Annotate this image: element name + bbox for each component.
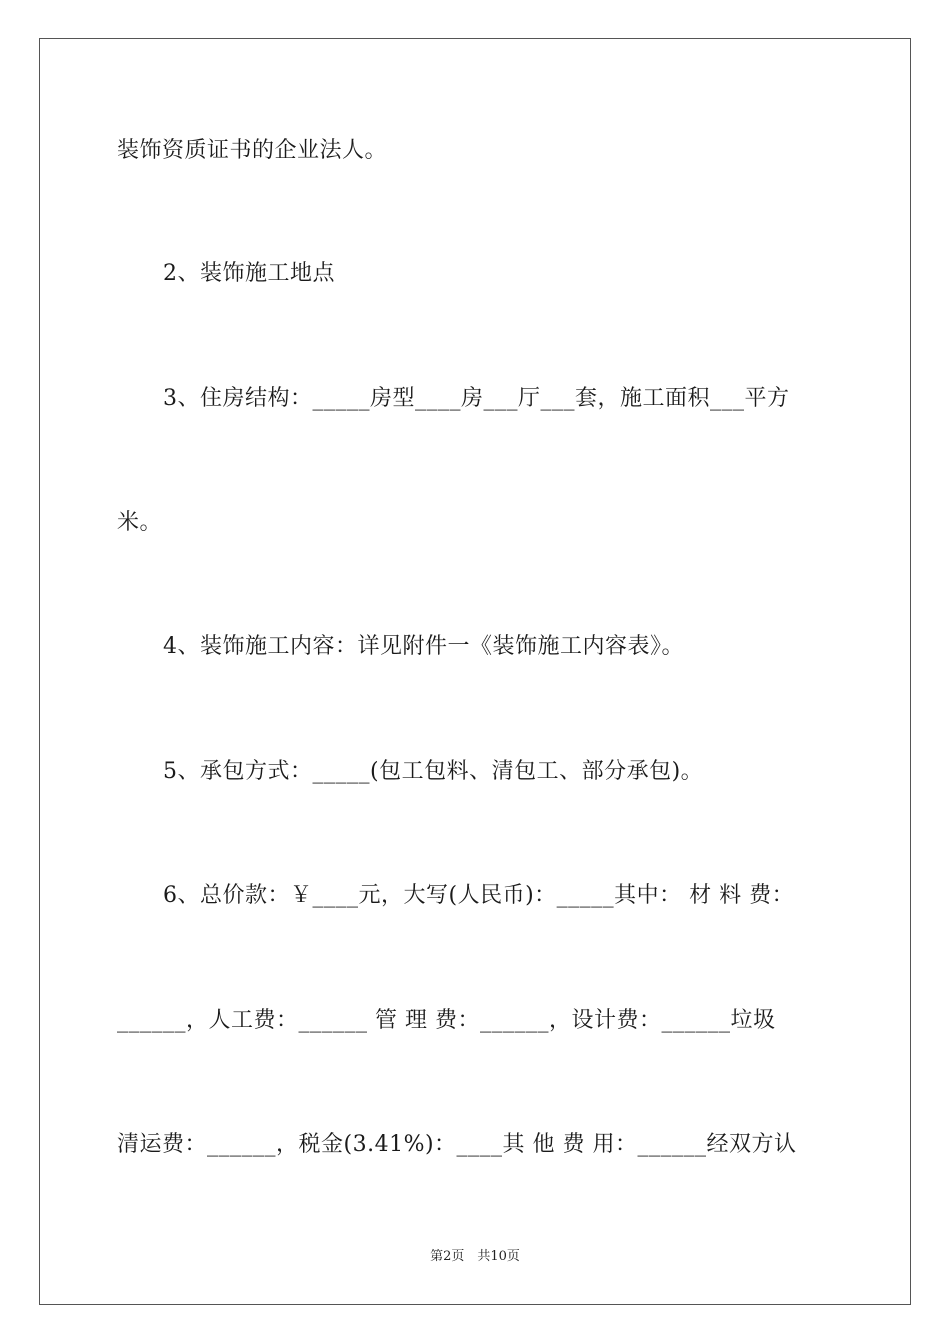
text-line-5: 4、装饰施工内容：详见附件一《装饰施工内容表》。 bbox=[163, 634, 684, 659]
text-line-7: 6、总价款：￥____元，大写(人民币)：_____其中： 材 料 费： bbox=[163, 883, 795, 908]
text-line-9: 清运费：______，税金(3.41%)：____其 他 费 用：______经双方认 bbox=[117, 1132, 797, 1157]
text-line-6: 5、承包方式：_____(包工包料、清包工、部分承包)。 bbox=[163, 759, 704, 784]
page-frame bbox=[39, 38, 911, 1305]
text-line-8: ______，人工费：______ 管 理 费：______，设计费：______垃圾 bbox=[117, 1008, 776, 1033]
text-line-1: 装饰资质证书的企业法人。 bbox=[117, 138, 388, 163]
text-line-4: 米。 bbox=[117, 510, 163, 535]
text-line-3: 3、住房结构：_____房型____房___厅___套，施工面积___平方 bbox=[163, 386, 790, 411]
page-footer: 第2页 共10页 bbox=[430, 1249, 520, 1264]
text-line-2: 2、装饰施工地点 bbox=[163, 261, 335, 286]
